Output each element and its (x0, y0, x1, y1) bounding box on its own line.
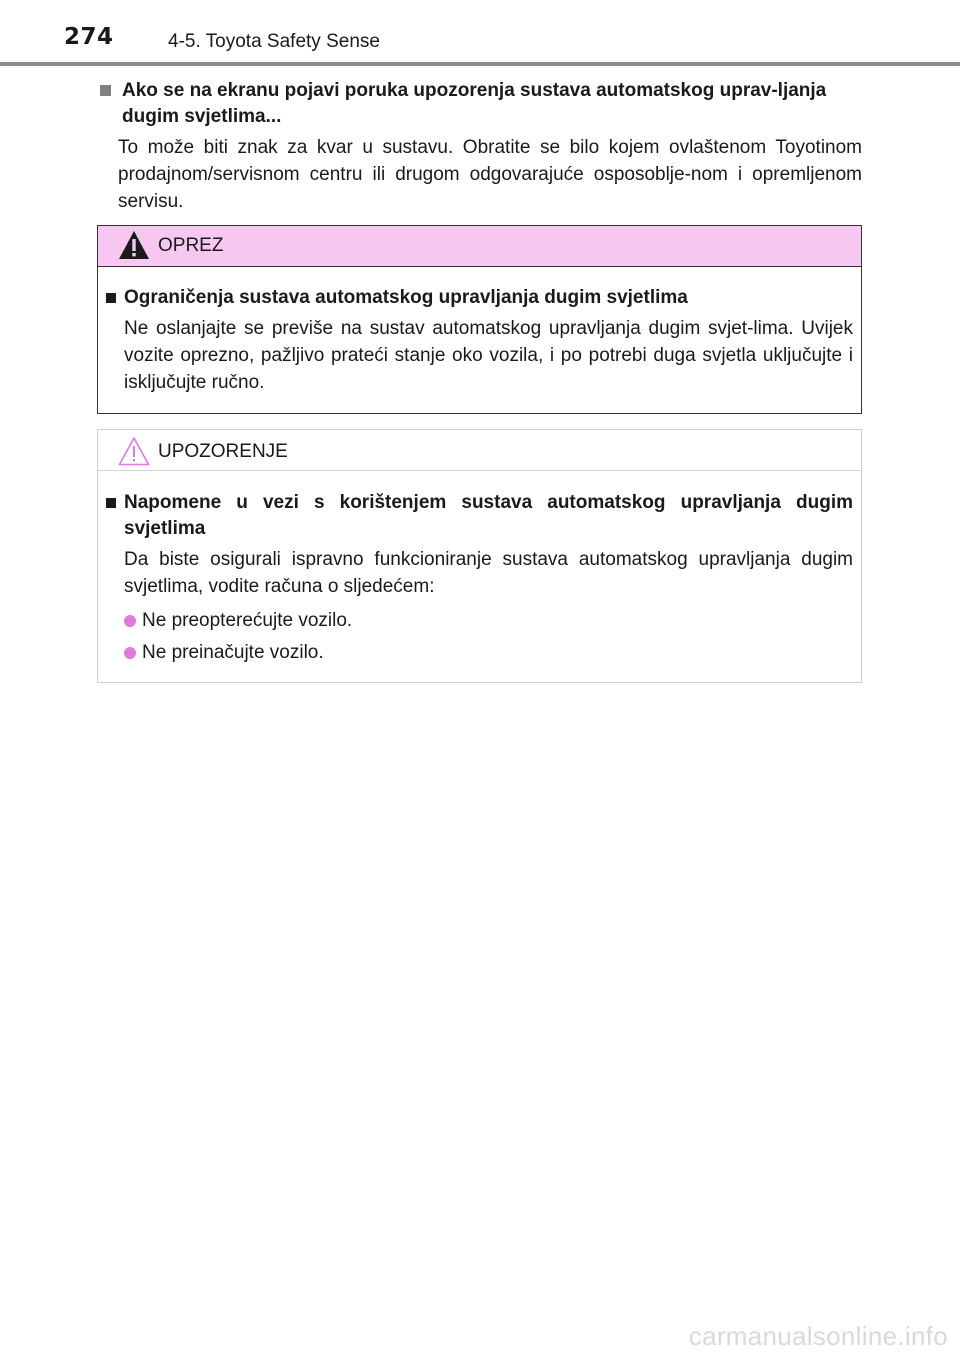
square-bullet-icon (106, 293, 116, 303)
notice-list (106, 608, 853, 666)
notice-box (97, 429, 862, 683)
list-item (124, 640, 853, 666)
caution-box (97, 225, 862, 414)
intro-heading-text: Ako se na ekranu pojavi poruka upozorenja sustava automatskog uprav-ljanja dugim svjetlima... (122, 80, 827, 127)
intro-heading (100, 78, 862, 130)
notice-body (98, 471, 861, 666)
caution-heading (106, 285, 853, 311)
caution-paragraph: Ne oslanjajte se previše na sustav automatskog upravljanja dugim svjet-lima. Uvijek vozite oprezno, pažljivo prateći stanje oko vozila, i po potrebi duga svjetla uključujte i isključujte ručno. (124, 318, 853, 393)
notice-paragraph: Da biste osigurali ispravno funkcioniranje sustava automatskog upravljanja dugim svjetlima, vodite računa o sljedećem: (124, 549, 853, 597)
section-title: 4-5. Toyota Safety Sense (168, 31, 380, 52)
caution-body (98, 267, 861, 396)
list-item (124, 608, 853, 634)
warning-triangle-filled-icon (118, 230, 150, 265)
page-number: 274 (64, 24, 114, 50)
list-item-text: Ne preinačujte vozilo. (142, 642, 324, 663)
caution-header (98, 226, 861, 267)
square-bullet-icon (100, 85, 111, 96)
notice-heading (106, 490, 853, 542)
intro-paragraph: To može biti znak za kvar u sustavu. Obratite se bilo kojem ovlaštenom Toyotinom prodajnom/servisnom centru ili drugom odgovarajuće osposoblje-nom i opremljenom servisu. (118, 137, 862, 212)
caution-heading-text: Ograničenja sustava automatskog upravljanja dugim svjetlima (124, 287, 688, 308)
header-divider (0, 62, 960, 66)
watermark: carmanualsonline.info (688, 1321, 948, 1351)
notice-label: UPOZORENJE (158, 441, 288, 462)
circle-bullet-icon (124, 647, 136, 659)
warning-triangle-outline-icon (118, 436, 150, 471)
intro-section (100, 78, 862, 215)
list-item-text: Ne preopterećujte vozilo. (142, 610, 353, 631)
page-header (0, 0, 960, 66)
square-bullet-icon (106, 498, 116, 508)
caution-label: OPREZ (158, 235, 224, 256)
notice-header (98, 430, 861, 471)
notice-heading-text: Napomene u vezi s korištenjem sustava automatskog upravljanja dugim svjetlima (124, 492, 853, 539)
circle-bullet-icon (124, 615, 136, 627)
